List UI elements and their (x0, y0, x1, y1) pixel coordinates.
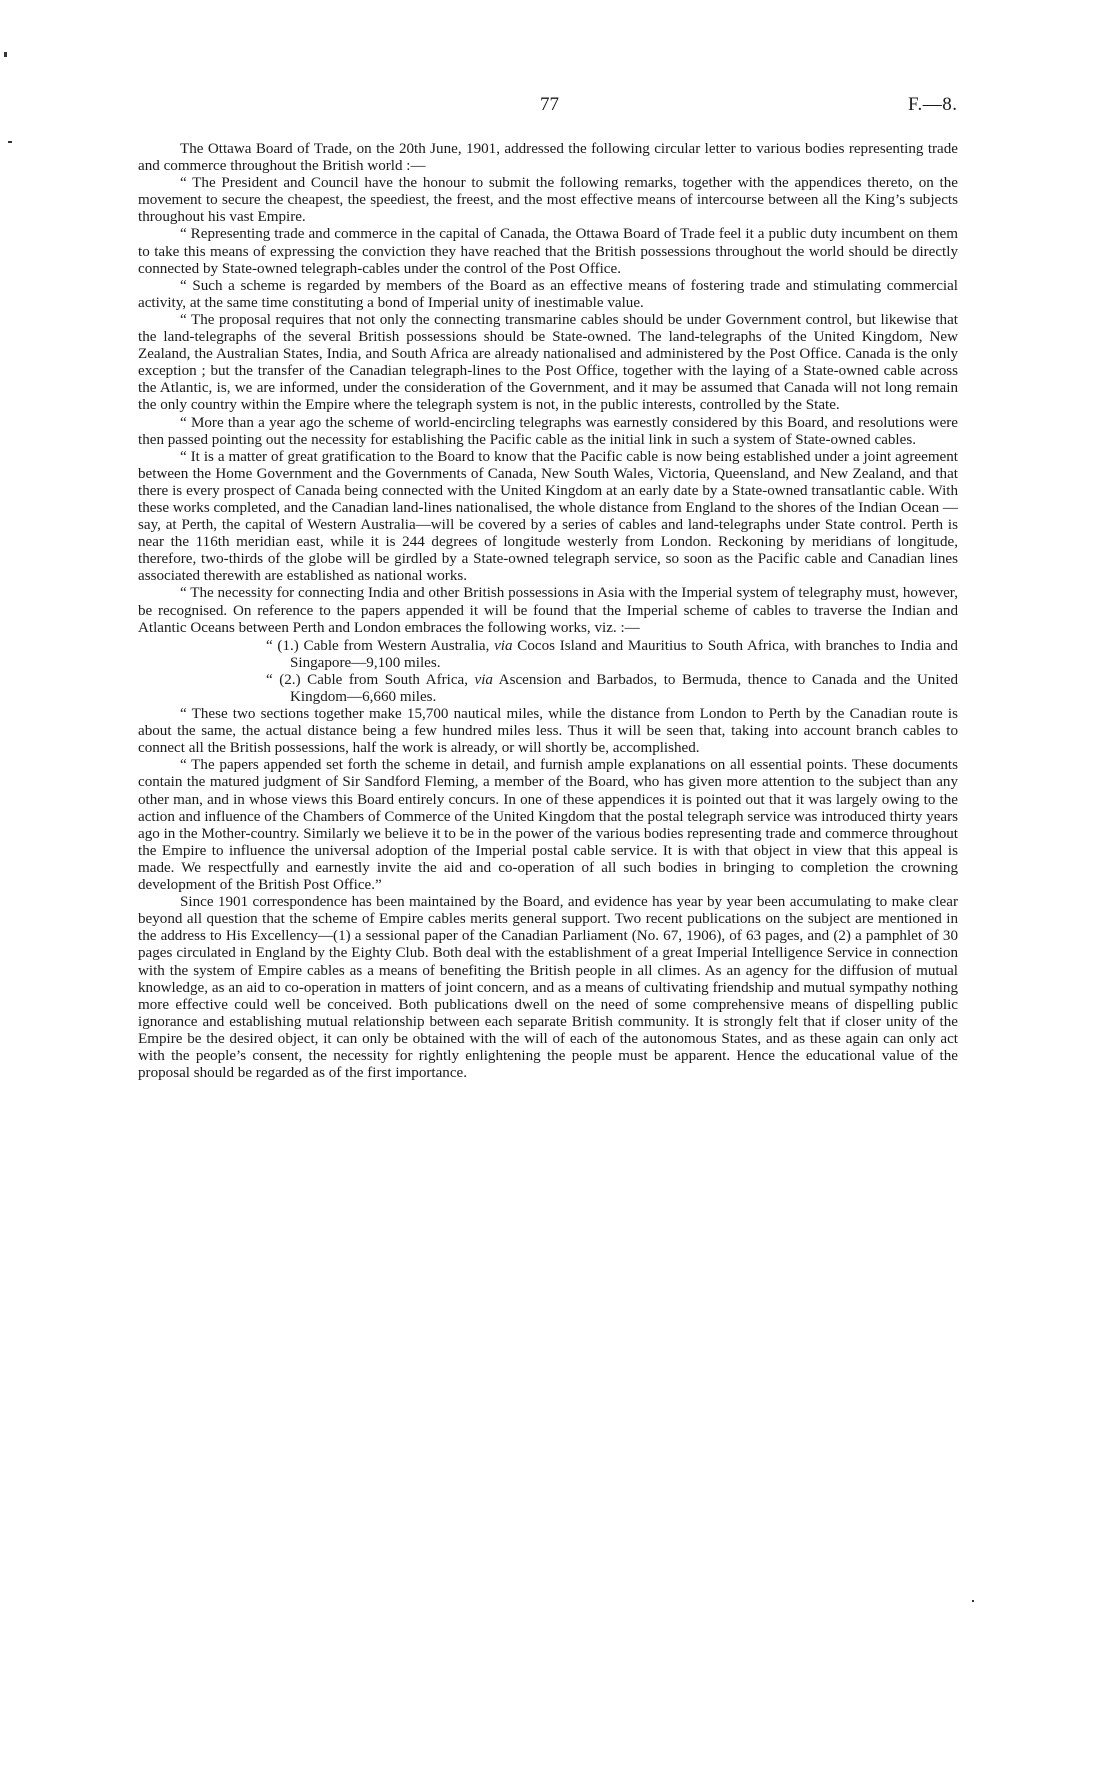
list-item (138, 638, 958, 672)
list-item-text: “ (2.) Cable from South Africa, (266, 671, 475, 688)
italic-via: via (474, 671, 493, 688)
paragraph: “ Representing trade and commerce in the capital of Canada, the Ottawa Board of Trade feel it a public duty incumbent on them to take this means of expressing the conviction they have reached that the British possessions throughout the world should be directly connected by State-owned telegraph-cables under the control of the Post Office. (138, 226, 958, 277)
scan-mark (972, 1600, 974, 1602)
section-reference: F.—8. (908, 94, 958, 115)
scan-mark (8, 141, 12, 143)
page-header (0, 94, 1114, 124)
list-item (138, 672, 958, 706)
page-number: 77 (540, 94, 559, 115)
list-item-text: “ (1.) Cable from Western Australia, (266, 637, 495, 654)
scan-mark (4, 52, 7, 57)
italic-via: via (494, 637, 513, 654)
paragraph: The Ottawa Board of Trade, on the 20th June, 1901, addressed the following circular letter to various bodies representing trade and commerce throughout the British world :— (138, 141, 958, 175)
paragraph: “ Such a scheme is regarded by members of the Board as an effective means of fostering trade and stimulating commercial activity, at the same time constituting a bond of Imperial unity of inestimable value. (138, 277, 958, 311)
list-item-text: Cocos Island and Mauritius to South Africa, with branches to India and Singapore—9,100 miles. (290, 637, 958, 671)
paragraph: “ It is a matter of great gratification to the Board to know that the Pacific cable is now being established under a joint agreement between the Home Government and the Governments of Canada, New South Wales, Victoria, Queensland, and New Zealand, and that there is every prospect of Canada being connected with the United Kingdom at an early date by a State-owned transatlantic cable. With these works completed, and the Canadian land-lines nationalised, the whole distance from England to the shores of the Indian Ocean — say, at Perth, the capital of Western Australia—will be covered by a series of cables and land-telegraphs under State control. Perth is near the 116th meridian east, while it is 244 degrees of longitude westerly from London. Reckoning by meridians of longitude, therefore, two-thirds of the globe will be girdled by a State-owned telegraph service, so soon as the Pacific cable and Canadian lines associated therewith are established as national works. (138, 448, 958, 585)
paragraph: “ These two sections together make 15,700 nautical miles, while the distance from London to Perth by the Canadian route is about the same, the actual distance being a few hundred miles less. Thus it will be seen that, taking into account branch cables to connect all the British possessions, half the work is already, or will shortly be, accomplished. (138, 706, 958, 757)
paragraph: “ The papers appended set forth the scheme in detail, and furnish ample explanations on all essential points. These documents contain the matured judgment of Sir Sandford Fleming, a member of the Board, who has given more attention to the subject than any other man, and in whose views this Board entirely concurs. In one of these appendices it is pointed out that it was largely owing to the action and influence of the Chambers of Commerce of the United Kingdom that the postal telegraph service was introduced thirty years ago in the Mother-country. Similarly we believe it to be in the power of the various bodies representing trade and commerce throughout the Empire to influence the universal adoption of the Imperial postal cable service. It is with that object in view that this appeal is made. We respectfully and earnestly invite the aid and co-operation of all such bodies in bringing to completion the crowning development of the British Post Office.” (138, 757, 958, 894)
list-item-text: Ascension and Barbados, to Bermuda, thence to Canada and the United Kingdom—6,660 miles. (290, 671, 958, 705)
paragraph: “ The President and Council have the honour to submit the following remarks, together with the appendices thereto, on the movement to secure the cheapest, the speediest, the freest, and the most effective means of intercourse between all the King’s subjects throughout his vast Empire. (138, 175, 958, 226)
paragraph: “ The proposal requires that not only the connecting transmarine cables should be under Government control, but likewise that the land-telegraphs of the several British possessions should be State-owned. The land-telegraphs of the United Kingdom, New Zealand, the Australian States, India, and South Africa are already nationalised and administered by the Post Office. Canada is the only exception ; but the transfer of the Canadian telegraph-lines to the Post Office, together with the laying of a State-owned cable across the Atlantic, is, we are informed, under the consideration of the Government, and it may be assumed that Canada will not long remain the only country within the Empire where the telegraph system is not, in the public interests, controlled by the State. (138, 311, 958, 414)
document-body (138, 141, 958, 1082)
paragraph: Since 1901 correspondence has been maintained by the Board, and evidence has year by year been accumulating to make clear beyond all question that the scheme of Empire cables merits general support. Two recent publications on the subject are mentioned in the address to His Excellency—(1) a sessional paper of the Canadian Parliament (No. 67, 1906), of 63 pages, and (2) a pamphlet of 30 pages circulated in England by the Eighty Club. Both deal with the establishment of a great Imperial Intelligence Service in connection with the system of Empire cables as a means of benefiting the British people in all climes. As an agency for the diffusion of mutual knowledge, as an aid to co-operation in matters of joint concern, and as a means of cultivating friendship and mutual sympathy nothing more effective could well be conceived. Both publications dwell on the need of some comprehensive means of dispelling public ignorance and establishing mutual relationship between each separate British community. It is strongly felt that if closer unity of the Empire be the desired object, it can only be obtained with the will of each of the autonomous States, and as these again can only act with the people’s consent, the necessity for rightly enlightening the people must be apparent. Hence the educational value of the proposal should be regarded as of the first importance. (138, 894, 958, 1082)
paragraph: “ The necessity for connecting India and other British possessions in Asia with the Imperial system of telegraphy must, however, be recognised. On reference to the papers appended it will be found that the Imperial scheme of cables to traverse the Indian and Atlantic Oceans between Perth and London embraces the following works, viz. :— (138, 585, 958, 636)
paragraph: “ More than a year ago the scheme of world-encircling telegraphs was earnestly considered by this Board, and resolutions were then passed pointing out the necessity for establishing the Pacific cable as the initial link in such a system of State-owned cables. (138, 414, 958, 448)
